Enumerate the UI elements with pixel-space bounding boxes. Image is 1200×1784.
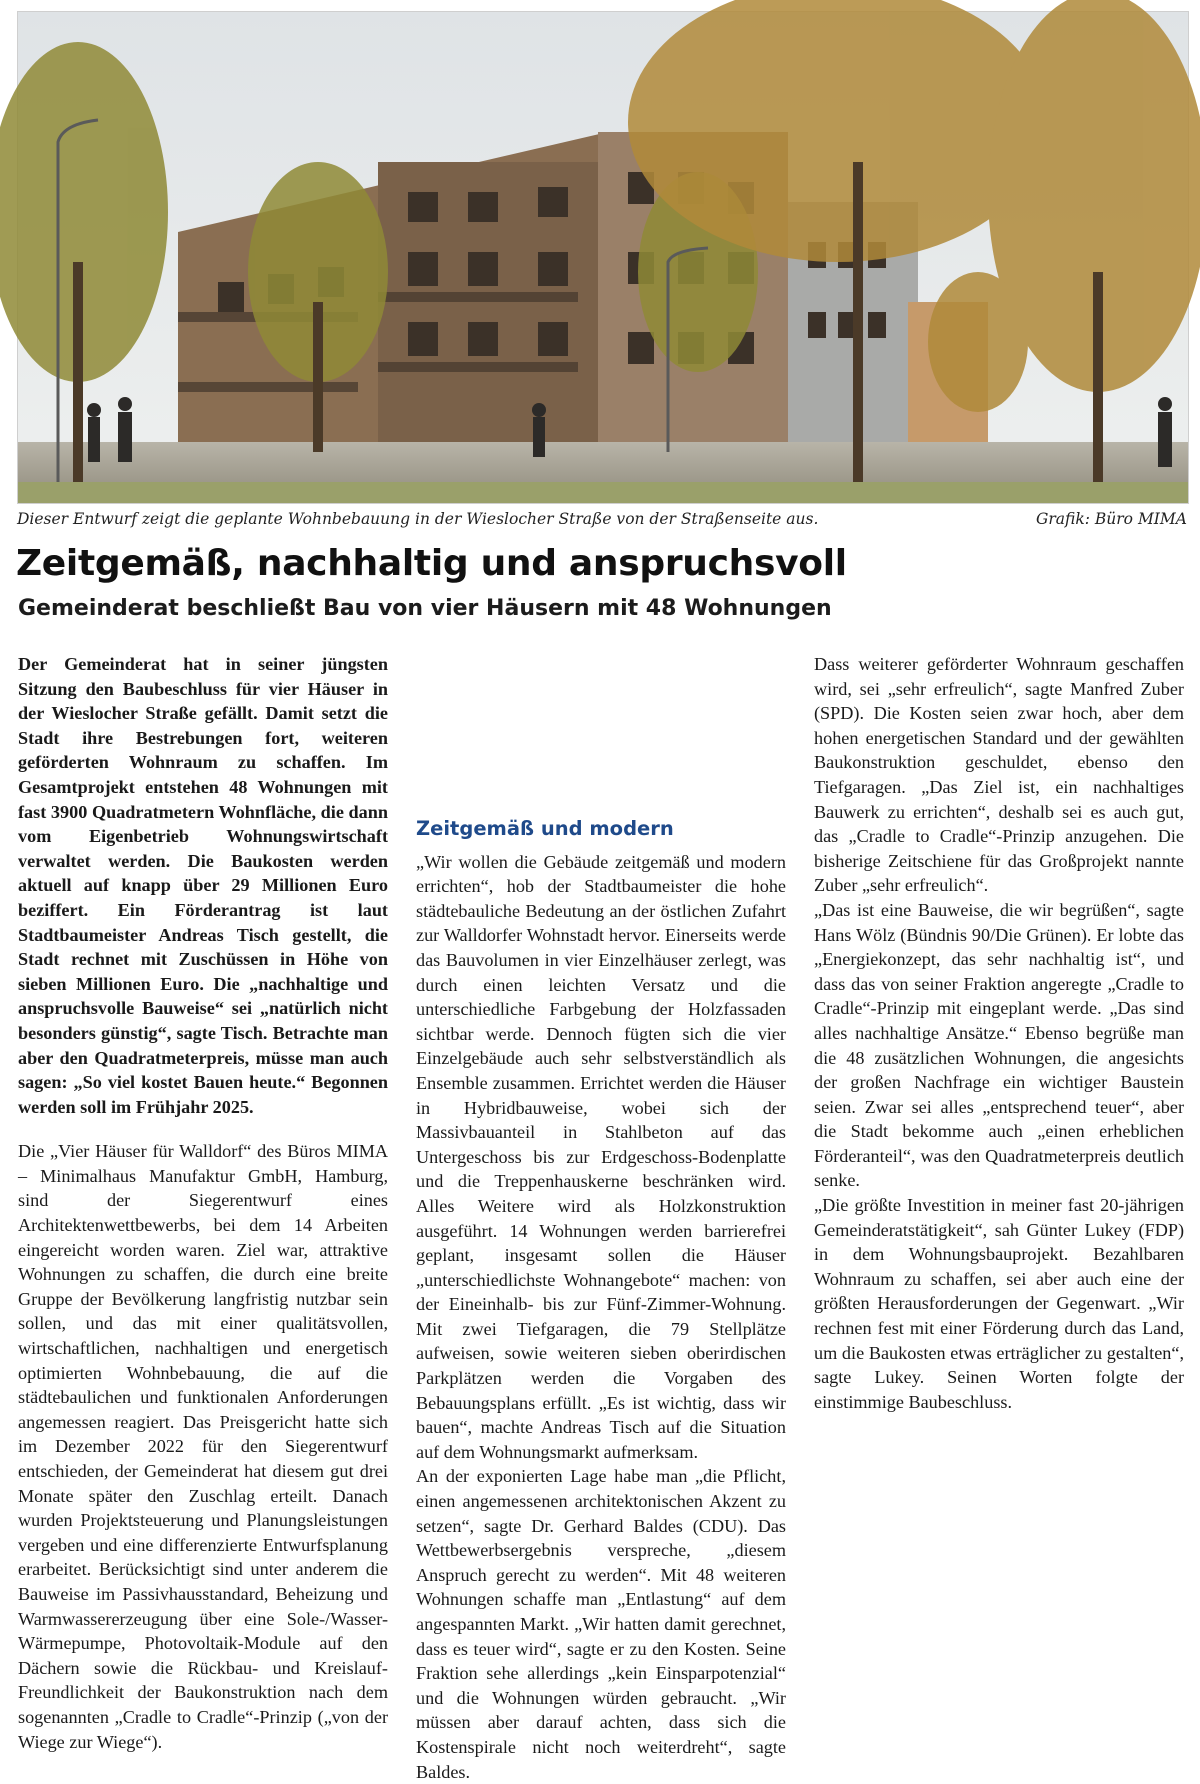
column-continuation-spacer — [416, 652, 786, 805]
lead-paragraph: Der Gemeinderat hat in seiner jüngsten Sitzung den Baubeschluss für vier Häuser in der Wieslocher Straße gefällt. Damit setzt die Stadt ihre Bestrebungen fort, weiteren geförderten Wohnraum zu schaffen. Im Gesamtprojekt entstehen 48 Wohnungen mit fast 3900 Quadratmetern Wohnfläche, die dann vom Eigenbetrieb Wohnungswirtschaft verwaltet werden. Die Baukosten werden aktuell auf knapp über 29 Millionen Euro beziffert. Ein Förderantrag ist laut Stadtbaumeister Andreas Tisch gestellt, die Stadt rechnet mit Zuschüssen in Höhe von sieben Millionen Euro. Die „nachhaltige und anspruchsvolle Bauweise“ sei „natürlich nicht besonders günstig“, sagte Tisch. Betrachte man aber den Quadratmeterpreis, müsse man auch sagen: „So viel kostet Bauen heute.“ Begonnen werden soll im Frühjahr 2025. — [18, 654, 388, 1117]
body-paragraph: „Wir wollen die Gebäude zeitgemäß und modern errichten“, hob der Stadtbaumeister die hohe städtebauliche Bedeutung an der östlichen Zufahrt zur Walldorfer Wohnstadt hervor. Einerseits werde das Bauvolumen in vier Einzelhäuser zerlegt, was durch einen leichten Versatz und die unterschiedliche Farbgebung der Holzfassaden sichtbar werde. Dennoch fügten sich die vier Einzelgebäude auch sehr selbstverständlich als Ensemble zusammen. Errichtet werden die Häuser in Hybridbauweise, wobei sich der Massivbauanteil in Stahlbeton auf das Untergeschoss bis zur Erdgeschoss-Bodenplatte und die Treppenhauskerne beschränken wird. Alles Weitere wird als Holzkonstruktion ausgeführt. 14 Wohnungen werden barrierefrei geplant, insgesamt sollen die Häuser „unterschiedlichste Wohnangebote“ machen: von der Eineinhalb- bis zur Fünf-Zimmer-Wohnung. Mit zwei Tiefgaragen, die 79 Stellplätze aufweisen, sowie weiteren sieben oberirdischen Parkplätzen werden die Vorgaben des Bebauungsplans erfüllt. „Es ist wichtig, dass wir bauen“, machte Andreas Tisch auf die Situation auf dem Wohnungsmarkt aufmerksam. — [416, 851, 786, 1462]
section-heading: Zeitgemäß und modern — [416, 817, 674, 840]
column-3 — [814, 652, 1184, 1712]
building-rendering-illustration — [18, 12, 1188, 503]
article-photo — [17, 11, 1189, 504]
column-1 — [18, 652, 388, 1752]
photo-credit: Grafik: Büro MIMA — [1035, 510, 1187, 528]
photo-caption — [17, 508, 1187, 534]
column-2 — [416, 652, 786, 1782]
body-paragraph: An der exponierten Lage habe man „die Pflicht, einen angemessenen architektonischen Akzent zu setzen“, sagte Dr. Gerhard Baldes (CDU). Das Wettbewerbsergebnis verspreche, „diesem Anspruch gerecht zu werden“. Mit 48 weiteren Wohnungen schaffe man „Entlastung“ auf dem angespannten Markt. „Wir hatten damit gerechnet, dass es teuer wird“, sagte er zu den Kosten. Seine Fraktion sehe allerdings „kein Einsparpotenzial“ und die Wohnungen würden gebraucht. „Wir müssen aber darauf achten, dass sich die Kostenspirale nicht noch weiterdreht“, sagte Baldes. — [416, 1466, 786, 1782]
body-paragraph: „Die größte Investition in meiner fast 20-jährigen Gemeinderatstätigkeit“, sah Günter Lukey (FDP) in dem Wohnungsbauprojekt. Bezahlbaren Wohnraum zu schaffen, sei aber auch eine der größten Herausforderungen der Gegenwart. „Wir rechnen fest mit einer Förderung durch das Land, um die Baukosten etwas erträglicher zu gestalten“, sagte Lukey. Seinen Worten folgte der einstimmige Baubeschluss. — [814, 1195, 1184, 1412]
body-paragraph: „Das ist eine Bauweise, die wir begrüßen“, sagte Hans Wölz (Bündnis 90/Die Grünen). Er lobte das „Energiekonzept, das sehr nachhaltig ist“, und dass das von seiner Fraktion angeregte „Cradle to Cradle“-Prinzip mit eingeplant werde. „Das sind alles nachhaltige Ansätze.“ Ebenso begrüße man die 48 zusätzlichen Wohnungen, die angesichts der großen Nachfrage ein wichtiger Baustein seien. Zwar sei alles „entsprechend teuer“, aber die Stadt bekomme auch „einen erheblichen Förderanteil“, was den Quadratmeterpreis deutlich senke. — [814, 899, 1184, 1191]
article-subheadline: Gemeinderat beschließt Bau von vier Häusern mit 48 Wohnungen — [18, 596, 832, 621]
caption-text: Dieser Entwurf zeigt die geplante Wohnbebauung in der Wieslocher Straße von der Straßenseite aus. — [17, 510, 819, 528]
article-headline: Zeitgemäß, nachhaltig und anspruchsvoll — [16, 543, 847, 584]
body-paragraph: Dass weiterer geförderter Wohnraum geschaffen wird, sei „sehr erfreulich“, sagte Manfred Zuber (SPD). Die Kosten seien zwar hoch, aber dem hohen energetischen Standard und der gewählten Baukonstruktion geschuldet, ebenso den Tiefgaragen. „Das Ziel ist, ein nachhaltiges Bauwerk zu errichten“, deshalb sei es auch gut, das „Cradle to Cradle“-Prinzip anzugehen. Die bisherige Zeitschiene für das Großprojekt nannte Zuber „sehr erfreulich“. — [814, 654, 1184, 896]
body-paragraph: Die „Vier Häuser für Walldorf“ des Büros MIMA – Minimalhaus Manufaktur GmbH, Hamburg, sind der Siegerentwurf eines Architektenwettbewerbs, bei dem 14 Arbeiten eingereicht worden waren. Ziel war, attraktive Wohnungen zu schaffen, die durch eine breite Gruppe der Bevölkerung langfristig nutzbar sein sollen, und das mit einer qualitätsvollen, wirtschaftlichen, nachhaltigen und energetisch optimierten Wohnbebauung, die auf die städtebaulichen und funktionalen Anforderungen angemessen reagiert. Das Preisgericht hatte sich im Dezember 2022 für den Siegerentwurf entschieden, der Gemeinderat hat diesem gut drei Monate später den Zuschlag erteilt. Danach wurden Projektsteuerung und Planungsleistungen vergeben und eine differenzierte Entwurfsplanung erarbeitet. Berücksichtigt sind unter anderem die Bauweise im Passivhausstandard, Beheizung und Warmwassererzeugung über eine Sole-/Wasser-Wärmepumpe, Photovoltaik-Module auf den Dächern sowie die Rückbau- und Kreislauf-Freundlichkeit der Baukonstruktion nach dem sogenannten „Cradle to Cradle“-Prinzip („von der Wiege zur Wiege“). — [18, 1141, 388, 1752]
